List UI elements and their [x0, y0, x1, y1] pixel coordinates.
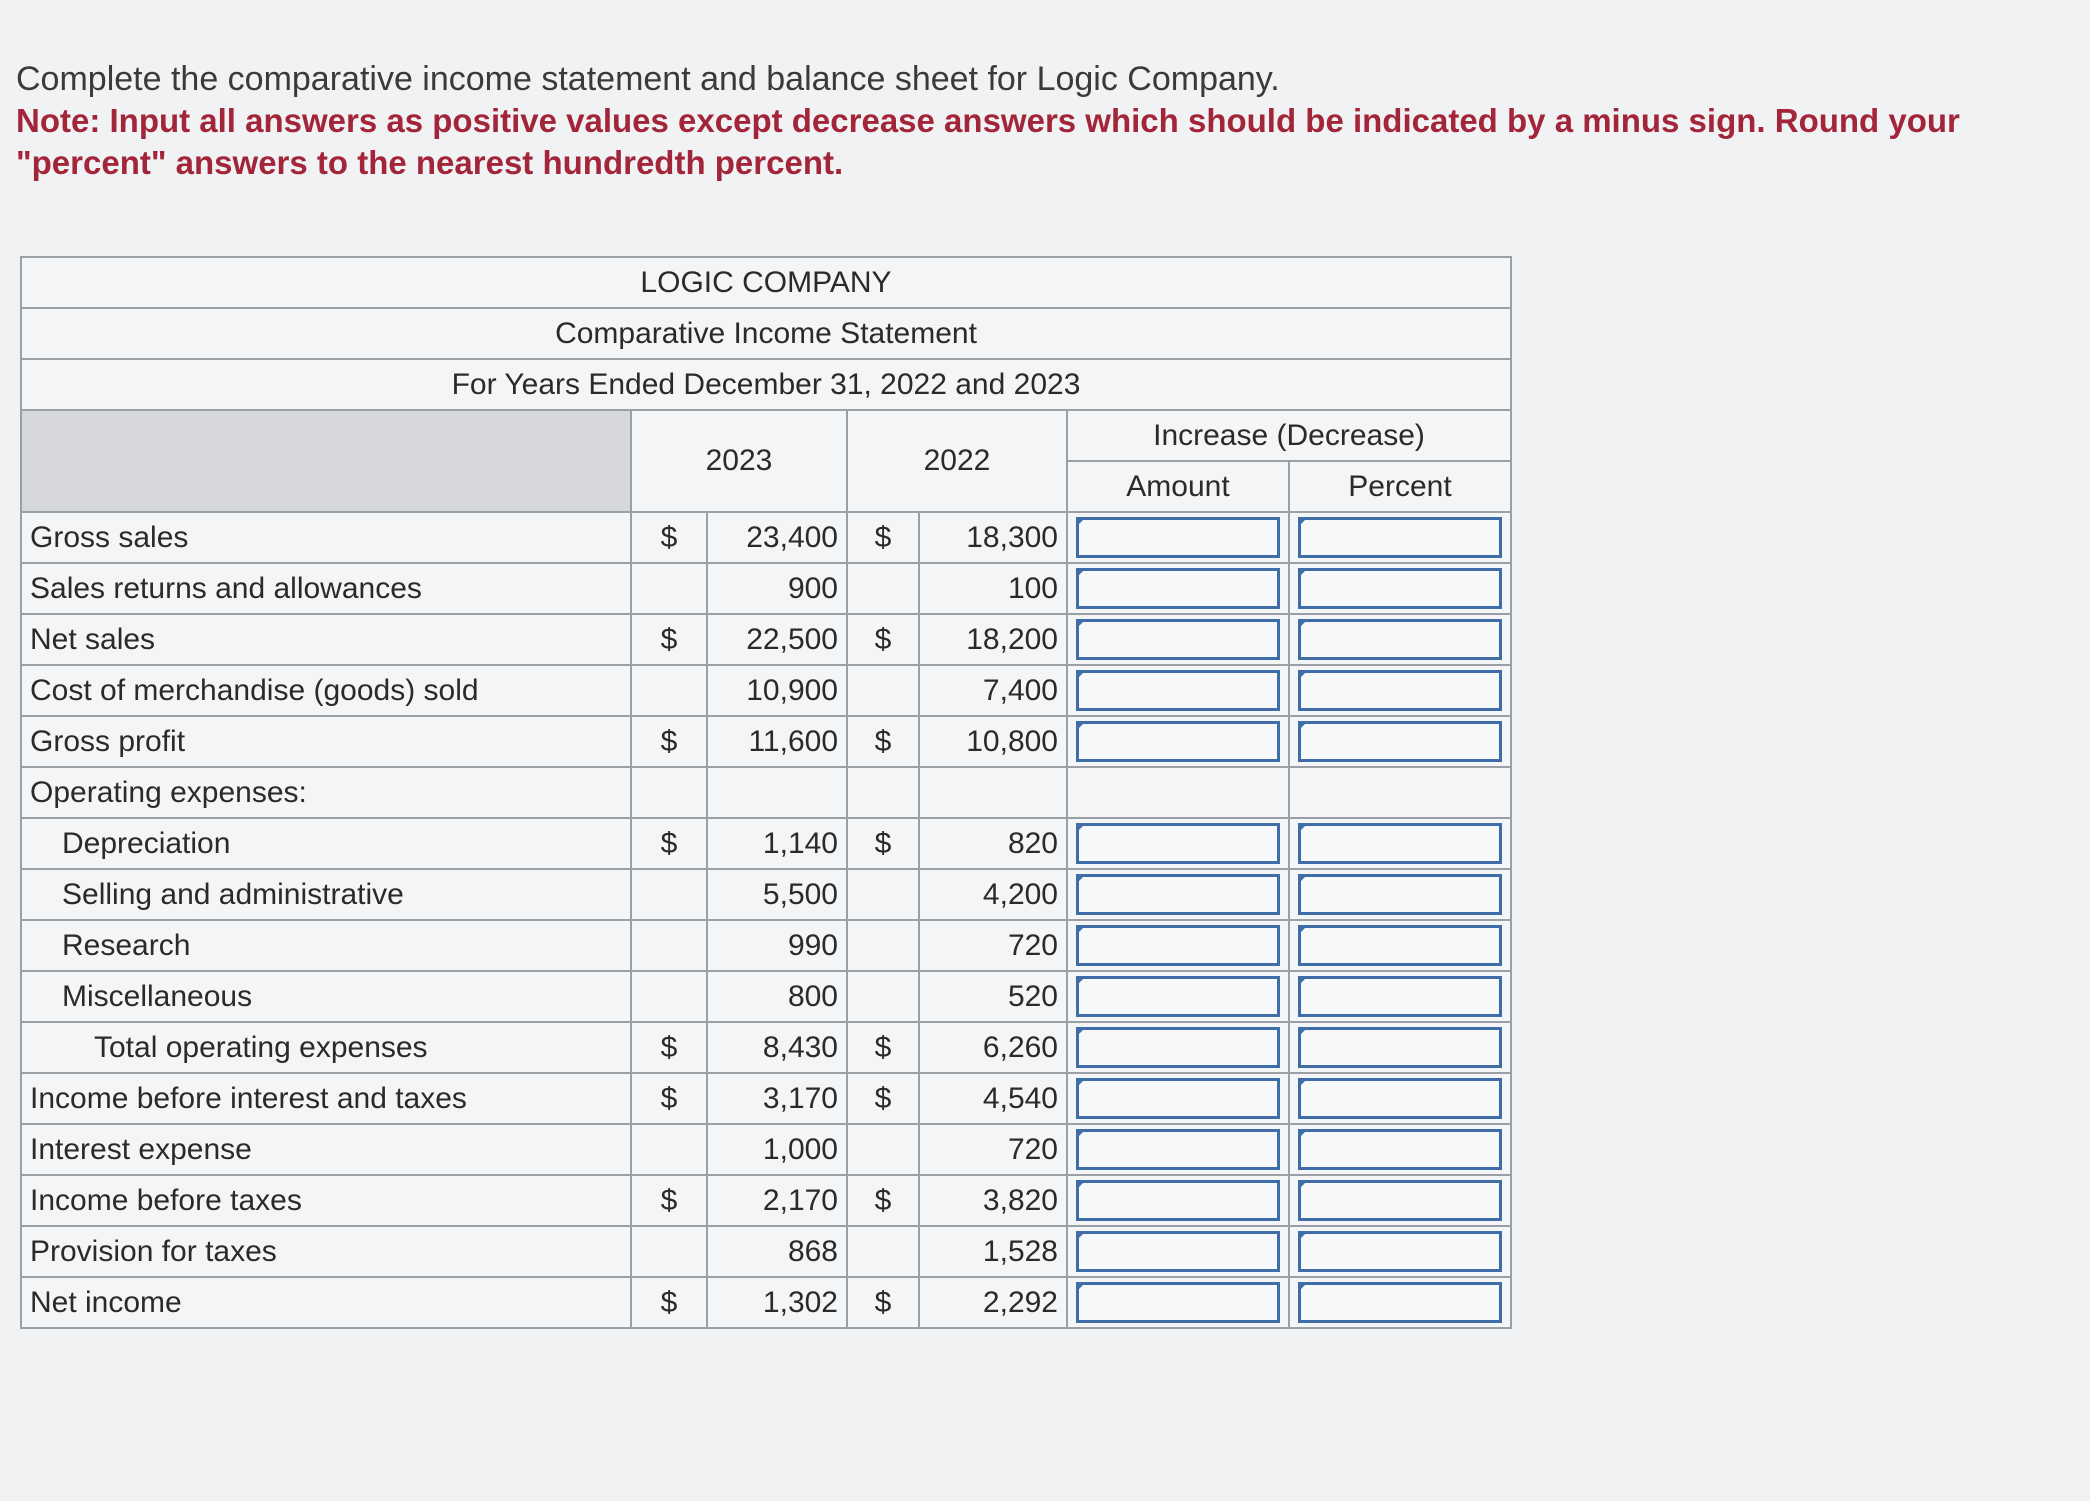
amount-input-cell [1067, 1073, 1289, 1124]
value-2023: 5,500 [707, 869, 847, 920]
value-2022: 520 [919, 971, 1067, 1022]
value-2023: 900 [707, 563, 847, 614]
table-row [21, 869, 1511, 920]
row-label: Research [21, 920, 631, 971]
dollar-sign-2022 [847, 1124, 919, 1175]
value-2022: 7,400 [919, 665, 1067, 716]
amount-input[interactable] [1076, 1027, 1280, 1068]
value-2022 [919, 767, 1067, 818]
amount-input[interactable] [1076, 517, 1280, 558]
row-label: Income before interest and taxes [21, 1073, 631, 1124]
amount-input-cell [1067, 818, 1289, 869]
row-label: Cost of merchandise (goods) sold [21, 665, 631, 716]
percent-input[interactable] [1298, 823, 1502, 864]
value-2023: 1,000 [707, 1124, 847, 1175]
amount-input[interactable] [1076, 1282, 1280, 1323]
dollar-sign-2023 [631, 920, 707, 971]
table-row [21, 1226, 1511, 1277]
dollar-sign-2023 [631, 1124, 707, 1175]
note-text-line-2: "percent" answers to the nearest hundredth percent. [16, 144, 844, 181]
value-2023: 800 [707, 971, 847, 1022]
value-2022: 4,540 [919, 1073, 1067, 1124]
percent-input[interactable] [1298, 619, 1502, 660]
percent-input-cell [1289, 971, 1511, 1022]
dollar-sign-2022 [847, 971, 919, 1022]
amount-empty-cell [1067, 767, 1289, 818]
amount-input[interactable] [1076, 1078, 1280, 1119]
dollar-sign-2023 [631, 563, 707, 614]
amount-input[interactable] [1076, 1231, 1280, 1272]
percent-input-cell [1289, 1073, 1511, 1124]
row-label: Operating expenses: [21, 767, 631, 818]
dollar-sign-2022: $ [847, 818, 919, 869]
value-2023: 11,600 [707, 716, 847, 767]
company-name: LOGIC COMPANY [21, 257, 1511, 308]
amount-input-cell [1067, 1022, 1289, 1073]
table-row [21, 563, 1511, 614]
row-label: Net sales [21, 614, 631, 665]
amount-input-cell [1067, 920, 1289, 971]
value-2022: 3,820 [919, 1175, 1067, 1226]
dollar-sign-2023: $ [631, 614, 707, 665]
value-2023: 10,900 [707, 665, 847, 716]
percent-input[interactable] [1298, 517, 1502, 558]
percent-input-cell [1289, 1022, 1511, 1073]
percent-input[interactable] [1298, 1282, 1502, 1323]
percent-input-cell [1289, 920, 1511, 971]
table-row [21, 1073, 1511, 1124]
percent-input[interactable] [1298, 1231, 1502, 1272]
table-row [21, 716, 1511, 767]
table-row [21, 1124, 1511, 1175]
dollar-sign-2023 [631, 767, 707, 818]
amount-input[interactable] [1076, 1129, 1280, 1170]
value-2022: 18,300 [919, 512, 1067, 563]
percent-input-cell [1289, 563, 1511, 614]
header-increase-decrease: Increase (Decrease) [1067, 410, 1511, 461]
value-2023: 22,500 [707, 614, 847, 665]
table-row [21, 512, 1511, 563]
instructions [16, 58, 2056, 184]
value-2022: 10,800 [919, 716, 1067, 767]
amount-input-cell [1067, 563, 1289, 614]
amount-input[interactable] [1076, 568, 1280, 609]
amount-input-cell [1067, 1124, 1289, 1175]
row-label: Sales returns and allowances [21, 563, 631, 614]
percent-input-cell [1289, 665, 1511, 716]
value-2023: 990 [707, 920, 847, 971]
dollar-sign-2022: $ [847, 1175, 919, 1226]
value-2023 [707, 767, 847, 818]
amount-input[interactable] [1076, 874, 1280, 915]
percent-input-cell [1289, 512, 1511, 563]
table-row [21, 971, 1511, 1022]
percent-input-cell [1289, 1277, 1511, 1328]
dollar-sign-2022 [847, 563, 919, 614]
row-label: Income before taxes [21, 1175, 631, 1226]
percent-input[interactable] [1298, 1027, 1502, 1068]
dollar-sign-2023: $ [631, 1022, 707, 1073]
amount-input[interactable] [1076, 670, 1280, 711]
value-2022: 720 [919, 1124, 1067, 1175]
table-row [21, 818, 1511, 869]
percent-input-cell [1289, 614, 1511, 665]
percent-input[interactable] [1298, 1078, 1502, 1119]
dollar-sign-2022: $ [847, 614, 919, 665]
value-2023: 1,302 [707, 1277, 847, 1328]
amount-input-cell [1067, 1175, 1289, 1226]
amount-input-cell [1067, 614, 1289, 665]
table-row [21, 1277, 1511, 1328]
percent-input-cell [1289, 1175, 1511, 1226]
statement-title: Comparative Income Statement [21, 308, 1511, 359]
percent-input[interactable] [1298, 1180, 1502, 1221]
percent-input-cell [1289, 1124, 1511, 1175]
value-2023: 3,170 [707, 1073, 847, 1124]
percent-input[interactable] [1298, 976, 1502, 1017]
header-blank [21, 410, 631, 512]
table-row [21, 920, 1511, 971]
percent-input-cell [1289, 716, 1511, 767]
percent-input-cell [1289, 869, 1511, 920]
dollar-sign-2023: $ [631, 1175, 707, 1226]
amount-input-cell [1067, 1226, 1289, 1277]
dollar-sign-2022 [847, 920, 919, 971]
header-year-2023: 2023 [631, 410, 847, 512]
value-2022: 2,292 [919, 1277, 1067, 1328]
header-year-2022: 2022 [847, 410, 1067, 512]
value-2022: 4,200 [919, 869, 1067, 920]
amount-input-cell [1067, 512, 1289, 563]
percent-input[interactable] [1298, 925, 1502, 966]
row-label: Miscellaneous [21, 971, 631, 1022]
amount-input-cell [1067, 665, 1289, 716]
comparative-income-statement-table [20, 256, 1512, 1329]
value-2023: 868 [707, 1226, 847, 1277]
dollar-sign-2022 [847, 1226, 919, 1277]
value-2023: 2,170 [707, 1175, 847, 1226]
row-label: Gross profit [21, 716, 631, 767]
dollar-sign-2022: $ [847, 1277, 919, 1328]
dollar-sign-2023 [631, 1226, 707, 1277]
value-2022: 18,200 [919, 614, 1067, 665]
dollar-sign-2022: $ [847, 1022, 919, 1073]
dollar-sign-2023 [631, 869, 707, 920]
row-label: Gross sales [21, 512, 631, 563]
value-2022: 820 [919, 818, 1067, 869]
table-row [21, 1175, 1511, 1226]
value-2023: 8,430 [707, 1022, 847, 1073]
percent-input[interactable] [1298, 568, 1502, 609]
percent-input[interactable] [1298, 874, 1502, 915]
dollar-sign-2022: $ [847, 716, 919, 767]
table-row [21, 767, 1511, 818]
dollar-sign-2022: $ [847, 512, 919, 563]
percent-input-cell [1289, 1226, 1511, 1277]
row-label: Depreciation [21, 818, 631, 869]
amount-input-cell [1067, 716, 1289, 767]
percent-input[interactable] [1298, 1129, 1502, 1170]
row-label: Interest expense [21, 1124, 631, 1175]
dollar-sign-2022: $ [847, 1073, 919, 1124]
amount-input-cell [1067, 869, 1289, 920]
value-2022: 100 [919, 563, 1067, 614]
value-2022: 6,260 [919, 1022, 1067, 1073]
value-2023: 23,400 [707, 512, 847, 563]
dollar-sign-2022 [847, 869, 919, 920]
header-percent: Percent [1289, 461, 1511, 512]
percent-input[interactable] [1298, 721, 1502, 762]
value-2022: 720 [919, 920, 1067, 971]
row-label: Net income [21, 1277, 631, 1328]
amount-input-cell [1067, 1277, 1289, 1328]
value-2022: 1,528 [919, 1226, 1067, 1277]
dollar-sign-2023 [631, 971, 707, 1022]
dollar-sign-2022 [847, 767, 919, 818]
percent-input[interactable] [1298, 670, 1502, 711]
dollar-sign-2023: $ [631, 512, 707, 563]
amount-input[interactable] [1076, 925, 1280, 966]
table-row [21, 614, 1511, 665]
amount-input[interactable] [1076, 1180, 1280, 1221]
header-amount: Amount [1067, 461, 1289, 512]
instruction-text: Complete the comparative income statement and balance sheet for Logic Company. [16, 60, 1280, 98]
table-row [21, 665, 1511, 716]
dollar-sign-2023: $ [631, 1277, 707, 1328]
amount-input[interactable] [1076, 823, 1280, 864]
row-label: Selling and administrative [21, 869, 631, 920]
dollar-sign-2023: $ [631, 818, 707, 869]
amount-input-cell [1067, 971, 1289, 1022]
dollar-sign-2023 [631, 665, 707, 716]
row-label: Total operating expenses [21, 1022, 631, 1073]
percent-input-cell [1289, 818, 1511, 869]
amount-input[interactable] [1076, 721, 1280, 762]
amount-input[interactable] [1076, 619, 1280, 660]
note-text-line-1: Note: Input all answers as positive values except decrease answers which should be indicated by a minus sign. Round your [16, 102, 1960, 139]
dollar-sign-2022 [847, 665, 919, 716]
dollar-sign-2023: $ [631, 716, 707, 767]
dollar-sign-2023: $ [631, 1073, 707, 1124]
amount-input[interactable] [1076, 976, 1280, 1017]
row-label: Provision for taxes [21, 1226, 631, 1277]
value-2023: 1,140 [707, 818, 847, 869]
statement-period: For Years Ended December 31, 2022 and 2023 [21, 359, 1511, 410]
table-row [21, 1022, 1511, 1073]
percent-empty-cell [1289, 767, 1511, 818]
